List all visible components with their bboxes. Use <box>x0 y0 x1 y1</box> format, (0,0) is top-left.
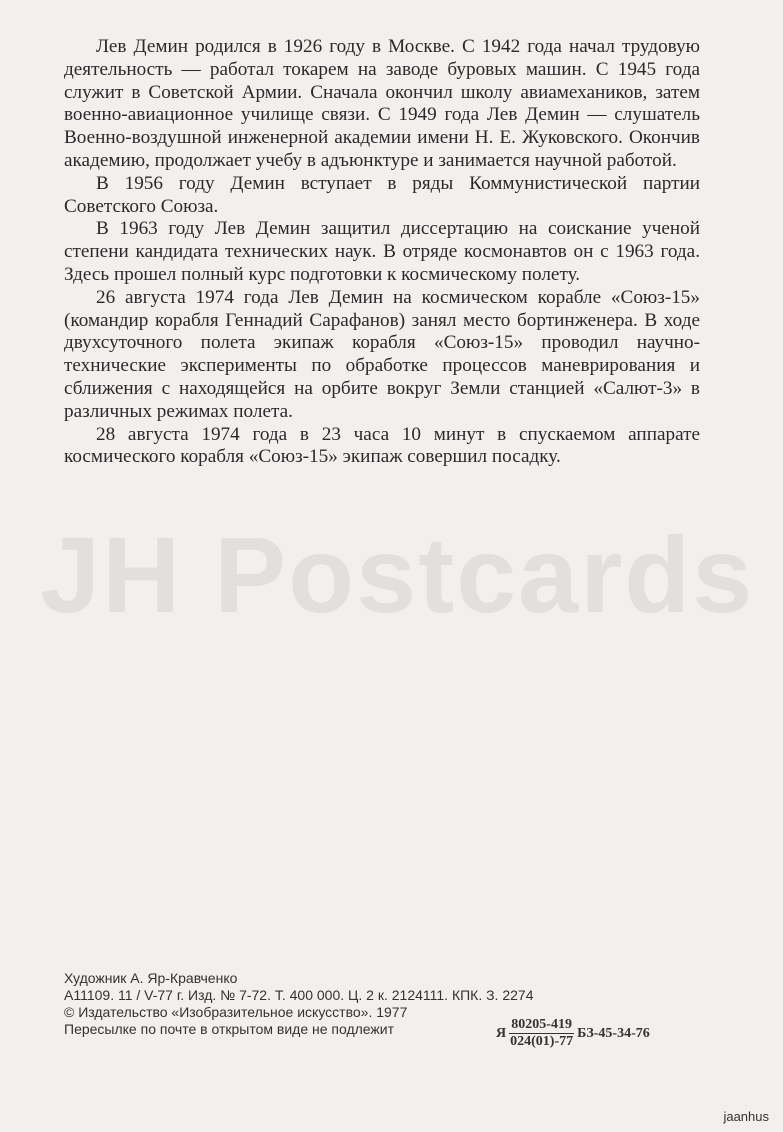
code-prefix: Я <box>496 1026 507 1041</box>
print-code <box>496 1017 650 1050</box>
watermark: JH Postcards <box>40 514 755 635</box>
paragraph-landing: 28 августа 1974 года в 23 часа 10 минут в спускаемом аппарате космического корабля «Союз-15» экипаж совершил посадку. <box>64 423 700 468</box>
code-fraction <box>508 1017 575 1050</box>
mail-note: Пересылке по почте в открытом виде не подлежит <box>64 1021 395 1037</box>
paragraph-biography: Лев Демин родился в 1926 году в Москве. С 1942 года начал трудовую деятельность — работал токарем на заводе буровых машин. С 1945 года служит в Советской Армии. Сначала окончил школу авиамехаников, затем военно-авиационное училище связи. С 1949 года Лев Демин — слушатель Военно-воздушной инженерной академии имени Н. Е. Жуковского. Окончив академию, продолжает учебу в адъюнктуре и занимается научной работой. <box>64 36 700 171</box>
code-denominator: 024(01)-77 <box>510 1034 574 1049</box>
site-watermark: jaanhus <box>723 1109 769 1124</box>
article-body <box>64 36 700 469</box>
publisher-line: © Издательство «Изобразительное искусство». 1977 <box>64 1004 408 1020</box>
imprint-block <box>64 970 704 1049</box>
artist-credit: Художник А. Яр-Кравченко <box>64 970 238 986</box>
code-numerator: 80205-419 <box>511 1017 572 1032</box>
paragraph-party: В 1956 году Демин вступает в ряды Коммунистической партии Советского Союза. <box>64 172 700 217</box>
code-suffix: БЗ-45-34-76 <box>577 1026 650 1041</box>
mail-note-row <box>64 1017 704 1049</box>
paragraph-dissertation: В 1963 году Лев Демин защитил диссертацию на соискание ученой степени кандидата технических наук. В отряде космонавтов он с 1963 года. Здесь прошел полный курс подготовки к космическому полету. <box>64 218 700 285</box>
paragraph-flight: 26 августа 1974 года Лев Демин на космическом корабле «Союз-15» (командир корабля Геннадий Сарафанов) занял место бортинженера. В ходе двухсуточного полета экипаж корабля «Союз-15» проводил научно-технические эксперименты по обработке процессов маневрирования и сближения с находящейся на орбите вокруг Земли станцией «Салют-3» в различных режимах полета. <box>64 286 700 422</box>
catalog-line: А11109. 11 / V-77 г. Изд. № 7-72. Т. 400 000. Ц. 2 к. 2124111. КПК. З. 2274 <box>64 987 534 1003</box>
